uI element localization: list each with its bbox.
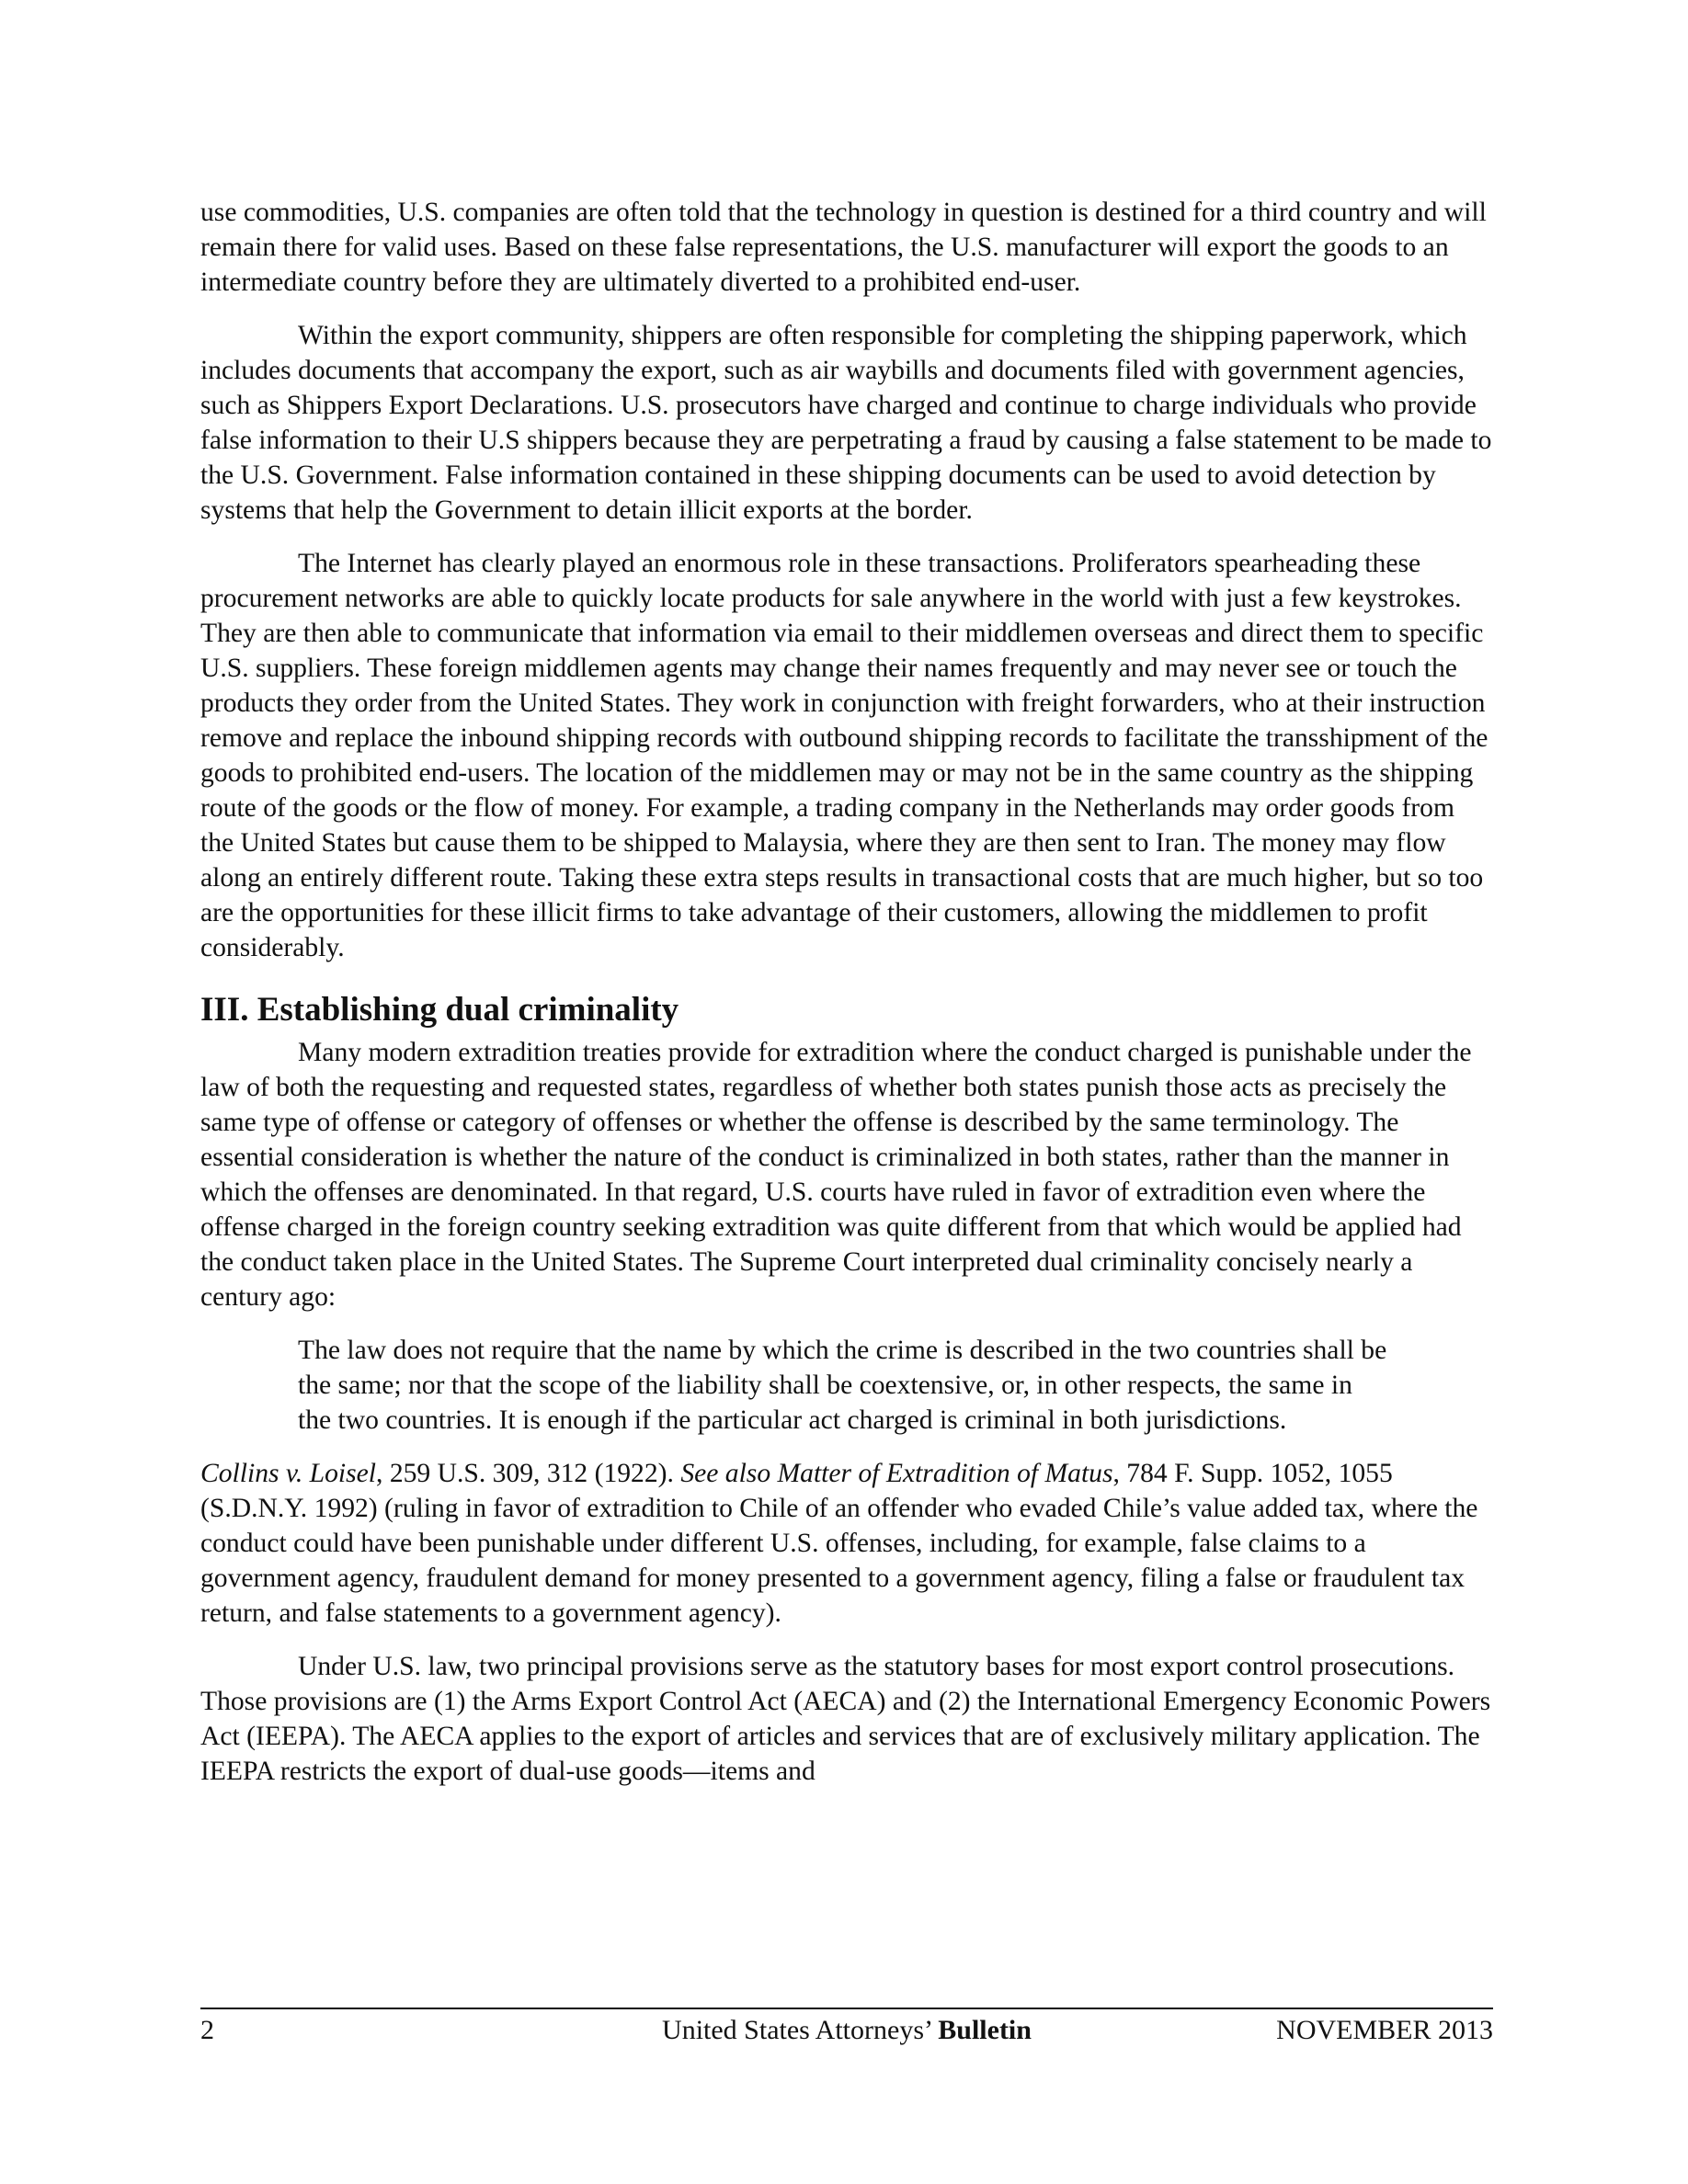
- page-footer: [200, 2008, 1493, 2048]
- case-citation: [200, 1456, 1493, 1631]
- publication-title-prefix: United States Attorneys’: [662, 2015, 939, 2045]
- paragraph-extradition-treaties: Many modern extradition treaties provide for extradition where the conduct charged is punishable under the law of both the requesting and requested states, regardless of whether both states punish those acts as precisely the same type of offense or category of offenses or whether the offense is described by the same terminology. The essential consideration is whether the nature of the conduct is criminalized in both states, rather than the manner in which the offenses are denominated. In that regard, U.S. courts have ruled in favor of extradition even where the offense charged in the foreign country seeking extradition was quite different from that which would be applied had the conduct taken place in the United States. The Supreme Court interpreted dual criminality concisely nearly a century ago:: [200, 1038, 1472, 1312]
- publication-title-bold: Bulletin: [938, 2015, 1032, 2045]
- paragraph-us-law: Under U.S. law, two principal provisions serve as the statutory bases for most export control prosecutions. Those provisions are (1) the Arms Export Control Act (AECA) and (2) the International Emergency Economic Powers Act (IEEPA). The AECA applies to the export of articles and services that are of exclusively military application. The IEEPA restricts the export of dual-use goods—items and: [200, 1652, 1491, 1786]
- section-heading: III. Establishing dual criminality: [200, 991, 679, 1029]
- case-name-collins: Collins v. Loisel: [200, 1459, 377, 1488]
- paragraph-shippers: Within the export community, shippers are often responsible for completing the shipping paperwork, which includes documents that accompany the export, such as air waybills and documents filed with government agencies, such as Shippers Export Declarations. U.S. prosecutors have charged and continue to charge individuals who provide false information to their U.S shippers because they are perpetrating a fraud by causing a false statement to be made to the U.S. Government. False information contained in these shipping documents can be used to avoid detection by systems that help the Government to detain illicit exports at the border.: [200, 321, 1492, 525]
- paragraph-internet: The Internet has clearly played an enormous role in these transactions. Proliferators spearheading these procurement networks are able to quickly locate products for sale anywhere in the world with just a few keystrokes. They are then able to communicate that information via email to their middlemen overseas and direct them to specific U.S. suppliers. These foreign middlemen agents may change their names frequently and may never see or touch the products they order from the United States. They work in conjunction with freight forwarders, who at their instruction remove and replace the inbound shipping records with outbound shipping records to facilitate the transshipment of the goods to prohibited end-users. The location of the middlemen may or may not be in the same country as the shipping route of the goods or the flow of money. For example, a trading company in the Netherlands may order goods from the United States but cause them to be shipped to Malaysia, where they are then sent to Iran. The money may flow along an entirely different route. Taking these extra steps results in transactional costs that are much higher, but so too are the opportunities for these illicit firms to take advantage of their customers, allowing the middlemen to profit considerably.: [200, 549, 1488, 962]
- citation-text-2: , 784 F. Supp. 1052, 1055 (S.D.N.Y. 1992) (ruling in favor of extradition to Chile of an offender who evaded Chile’s value added tax, where the conduct could have been punishable under different U.S. offenses, including, for example, false claims to a government agency, fraudulent demand for money presented to a government agency, filing a false or fraudulent tax return, and false statements to a government agency).: [200, 1459, 1478, 1628]
- citation-text-1: , 259 U.S. 309, 312 (1922).: [376, 1459, 681, 1488]
- block-quote: The law does not require that the name by which the crime is described in the two countries shall be the same; nor that the scope of the liability shall be coextensive, or, in other respects, the same in the two countries. It is enough if the particular act charged is criminal in both jurisdictions.: [298, 1336, 1387, 1435]
- publication-date: NOVEMBER 2013: [1276, 2015, 1493, 2045]
- see-also-matus: See also Matter of Extradition of Matus: [680, 1459, 1113, 1488]
- page-number: 2: [200, 2015, 214, 2045]
- document-body: [200, 195, 1493, 1807]
- paragraph-continuation: use commodities, U.S. companies are often told that the technology in question is destined for a third country and will remain there for valid uses. Based on these false representations, the U.S. manufacturer will export the goods to an intermediate country before they are ultimately diverted to a prohibited end-user.: [200, 198, 1487, 297]
